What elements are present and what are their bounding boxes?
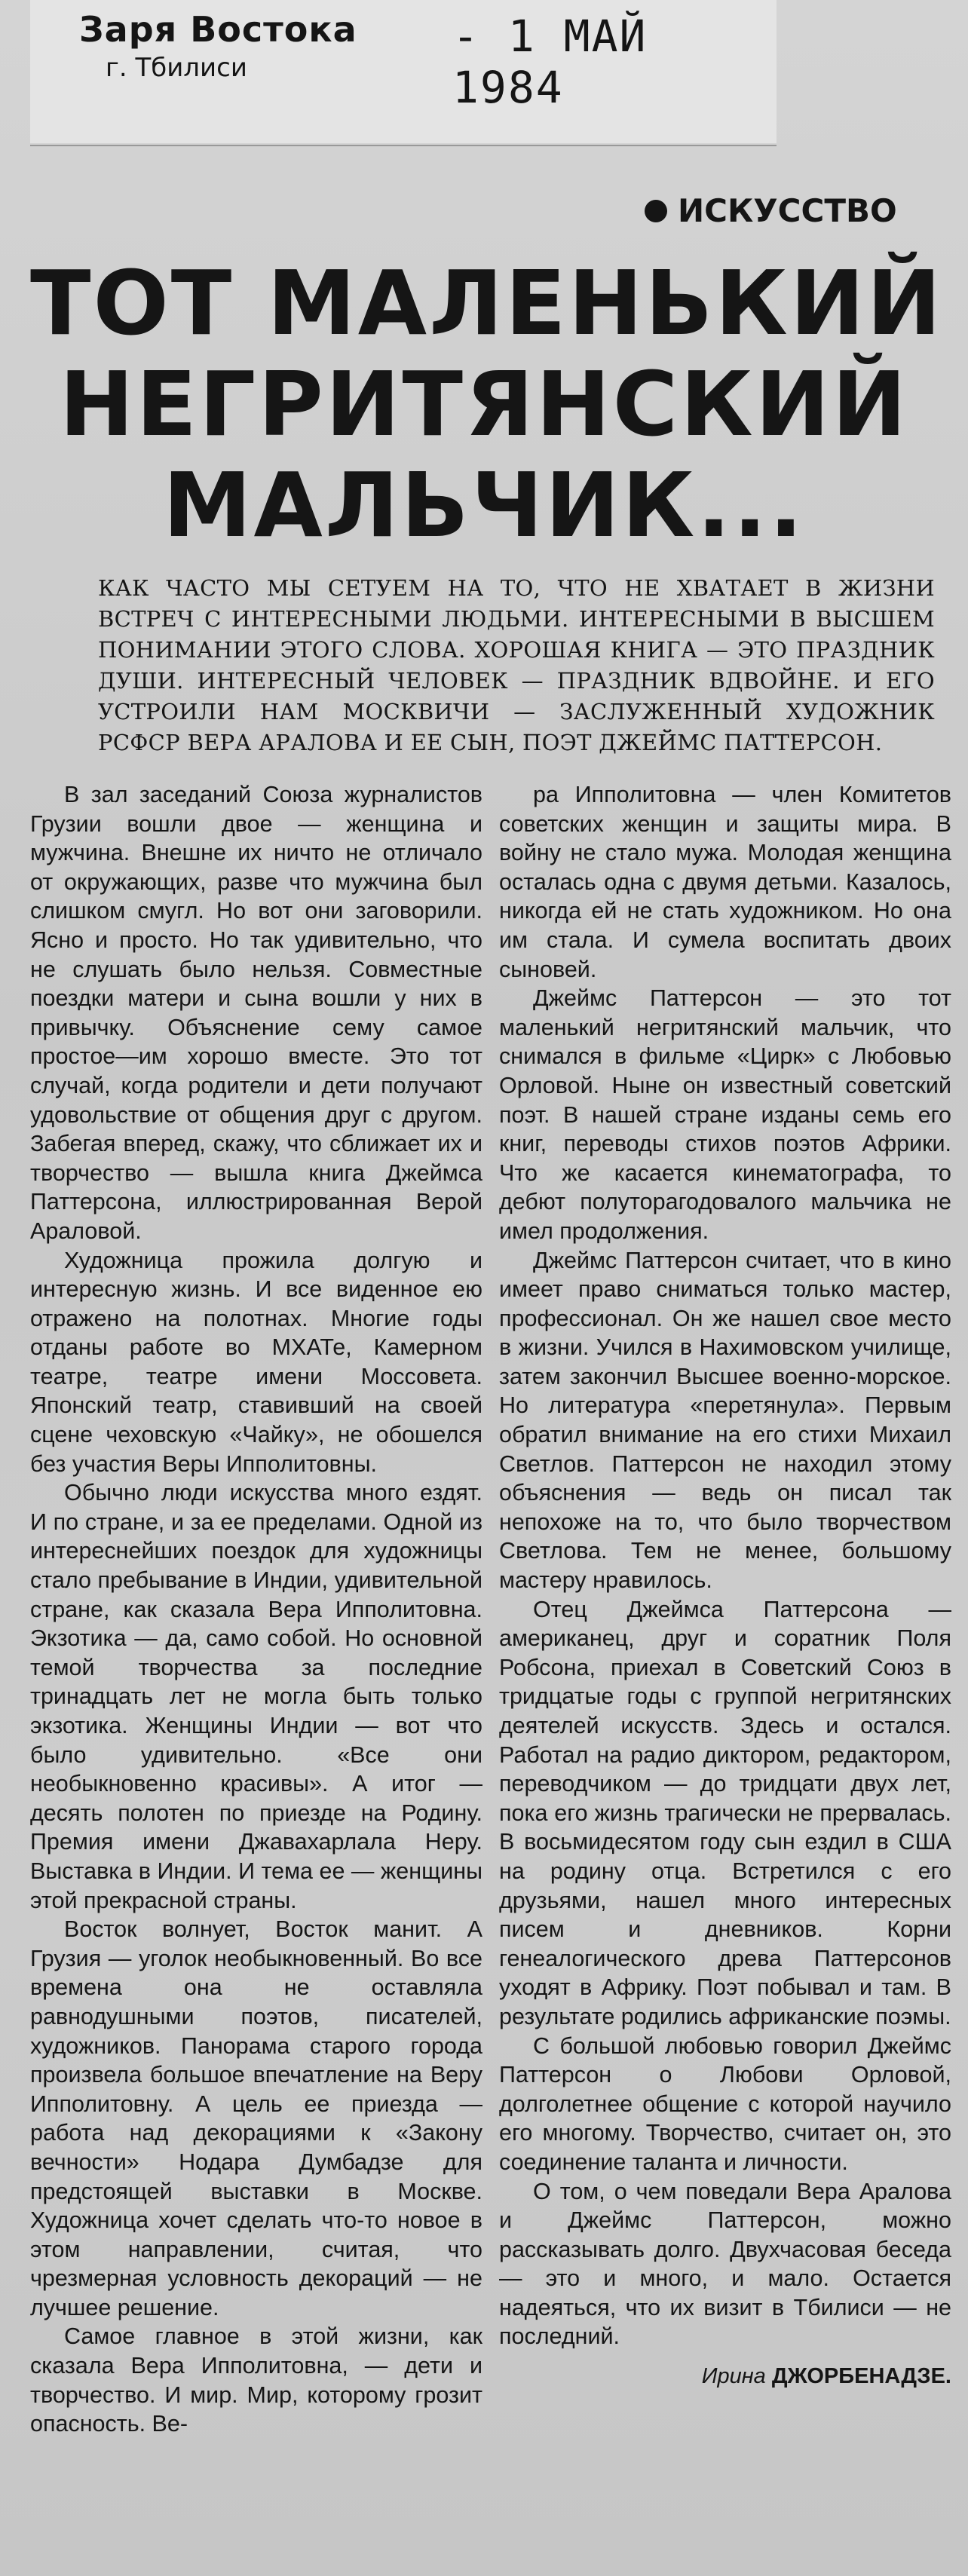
date-stamp: - 1 МАЙ 1984 (452, 11, 648, 113)
rubric-label: ИСКУССТВО (678, 192, 897, 229)
section-rubric (645, 192, 897, 229)
paragraph: Отец Джеймса Паттерсона — американец, друг и соратник Поля Робсона, приехал в Советский Союз в тридцатые годы с группой негритянских деятелей искусств. Здесь и остался. Работал на радио диктором, редактором, переводчиком — до тридцати двух лет, пока его жизнь трагически не прервалась. В восьмидесятом году сын ездил в США на родину отца. Встретился с его друзьями, нашел много интересных писем и дневников. Корни генеалогического древа Паттерсонов уходят в Африку. Поэт побывал и там. В результате родились африканские поэмы. (499, 1596, 951, 2029)
lead-text: КАК ЧАСТО МЫ СЕТУЕМ НА ТО, ЧТО НЕ ХВАТАЕТ В ЖИЗНИ ВСТРЕЧ С ИНТЕРЕСНЫМИ ЛЮДЬМИ. ИНТЕРЕСНЫМИ В ВЫСШЕМ ПОНИМАНИИ ЭТОГО СЛОВА. ХОРОШАЯ КНИГА — ЭТО ПРАЗДНИК ДУШИ. ИНТЕРЕСНЫЙ ЧЕЛОВЕК — ПРАЗДНИК ВДВОЙНЕ. И ЕГО УСТРОИЛИ НАМ МОСКВИЧИ — ЗАСЛУЖЕННЫЙ ХУДОЖНИК РСФСР ВЕРА АРАЛОВА И ЕЕ СЫН, ПОЭТ ДЖЕЙМС ПАТТЕРСОН. (98, 575, 935, 755)
author-first-name: Ирина (701, 2364, 766, 2389)
city-label: г. Тбилиси (106, 53, 247, 83)
paragraph: Художница прожила долгую и интересную жизнь. И все виденное ею отражено на полотнах. Многие годы отданы работе во МХАТе, Камерном театре, театре имени Моссовета. Японский театр, ставивший на своей сцене чеховскую «Чайку», не обошелся без участия Веры Ипполитовны. (30, 1247, 482, 1477)
bullet-icon (645, 200, 667, 222)
headline-line: ТОТ МАЛЕНЬКИЙ (30, 251, 944, 355)
paragraph: Обычно люди искусства много ездят. И по стране, и за ее пределами. Одной из интереснейших поездок для художницы стало пребывание в Индии, удивительной стране, как сказала Вера Ипполитовна. Экзотика — да, само собой. Но основной темой творчества за последние тринадцать лет не могла быть только экзотика. Женщины Индии — вот что было удивительно. «Все они необыкновенно красивы». А итог — десять полотен по приезде на Родину. Премия имени Джавахарлала Неру. Выставка в Индии. И тема ее — женщины этой прекрасной страны. (30, 1480, 482, 1913)
paragraph: Восток волнует, Восток манит. А Грузия — уголок необыкновенный. Во все времена она не оставляла равнодушными поэтов, писателей, художников. Панорама старого города произвела большое впечатление на Веру Ипполитовну. А цель ее приезда — работа над декорациями к «Закону вечности» Нодара Думбадзе для предстоящей выставки в Москве. Художница хочет сделать что-то новое в этом направлении, считая, что чрезмерная условность декораций — не лучшее решение. (30, 1916, 482, 2320)
paragraph: О том, о чем поведали Вера Аралова и Джеймс Паттерсон, можно рассказывать долго. Двухчасовая беседа — это и много, и мало. Остается надеяться, что их визит в Тбилиси — не последний. (499, 2178, 951, 2350)
paragraph: С большой любовью говорил Джеймс Паттерсон о Любови Орловой, долголетнее общение с которой научило его многому. Творчество, считает он, это соединение таланта и личности. (499, 2032, 951, 2175)
paragraph: Джеймс Паттерсон считает, что в кино имеет право сниматься только мастер, профессионал. Он же нашел свое место в жизни. Учился в Нахимовском училище, затем закончил Высшее военно-морское. Но литература «перетянула». Первым обратил внимание на его стихи Михаил Светлов. Паттерсон не находил этому объяснения — ведь он писал так непохоже на то, что было творчеством Светлова. Тем не менее, большому мастеру нравилось. (499, 1247, 951, 1594)
newspaper-name: Заря Востока (79, 9, 357, 50)
article-headline (30, 251, 944, 557)
paragraph: Джеймс Паттерсон — это тот маленький негритянский мальчик, что снимался в фильме «Цирк» с Любовью Орловой. Ныне он известный советский поэт. В нашей стране изданы семь его книг, переводы стихов поэтов Африки. Что же касается кинематографа, то дебют полуторагодовалого мальчика не имел продолжения. (499, 985, 951, 1244)
source-label (30, 0, 777, 143)
paragraph: В зал заседаний Союза журналистов Грузии вошли двое — женщина и мужчина. Внешне их ничто не отличало от окружающих, разве что мужчина был слишком смугл. Но вот они заговорили. Ясно и просто. Но так удивительно, что не слушать было нельзя. Совместные поездки матери и сына вошли у них в привычку. Объяснение сему самое простое—им хорошо вместе. Это тот случай, когда родители и дети получают удовольствие от общения друг с другом. Забегая вперед, скажу, что сближает их и творчество — вышла книга Джеймса Паттерсона, иллюстрированная Верой Араловой. (30, 782, 482, 1244)
headline-line: НЕГРИТЯНСКИЙ (59, 352, 909, 456)
label-divider (30, 145, 777, 146)
byline (499, 2362, 951, 2391)
paragraph: Самое главное в этой жизни, как сказала Вера Ипполитовна, — дети и творчество. И мир. Мир, которому грозит опасность. Ве- (30, 2323, 482, 2437)
article-lead (53, 573, 935, 758)
author-surname: ДЖОРБЕНАДЗЕ. (771, 2364, 951, 2389)
column-right (499, 780, 951, 2391)
paragraph: ра Ипполитовна — член Комитетов советских женщин и защиты мира. В войну не стало мужа. Молодая женщина осталась одна с двумя детьми. Казалось, никогда ей не стать художником. Но она им стала. И сумела воспитать двоих сыновей. (499, 782, 951, 982)
headline-line: МАЛЬЧИК... (163, 453, 805, 557)
column-left (30, 780, 482, 2439)
